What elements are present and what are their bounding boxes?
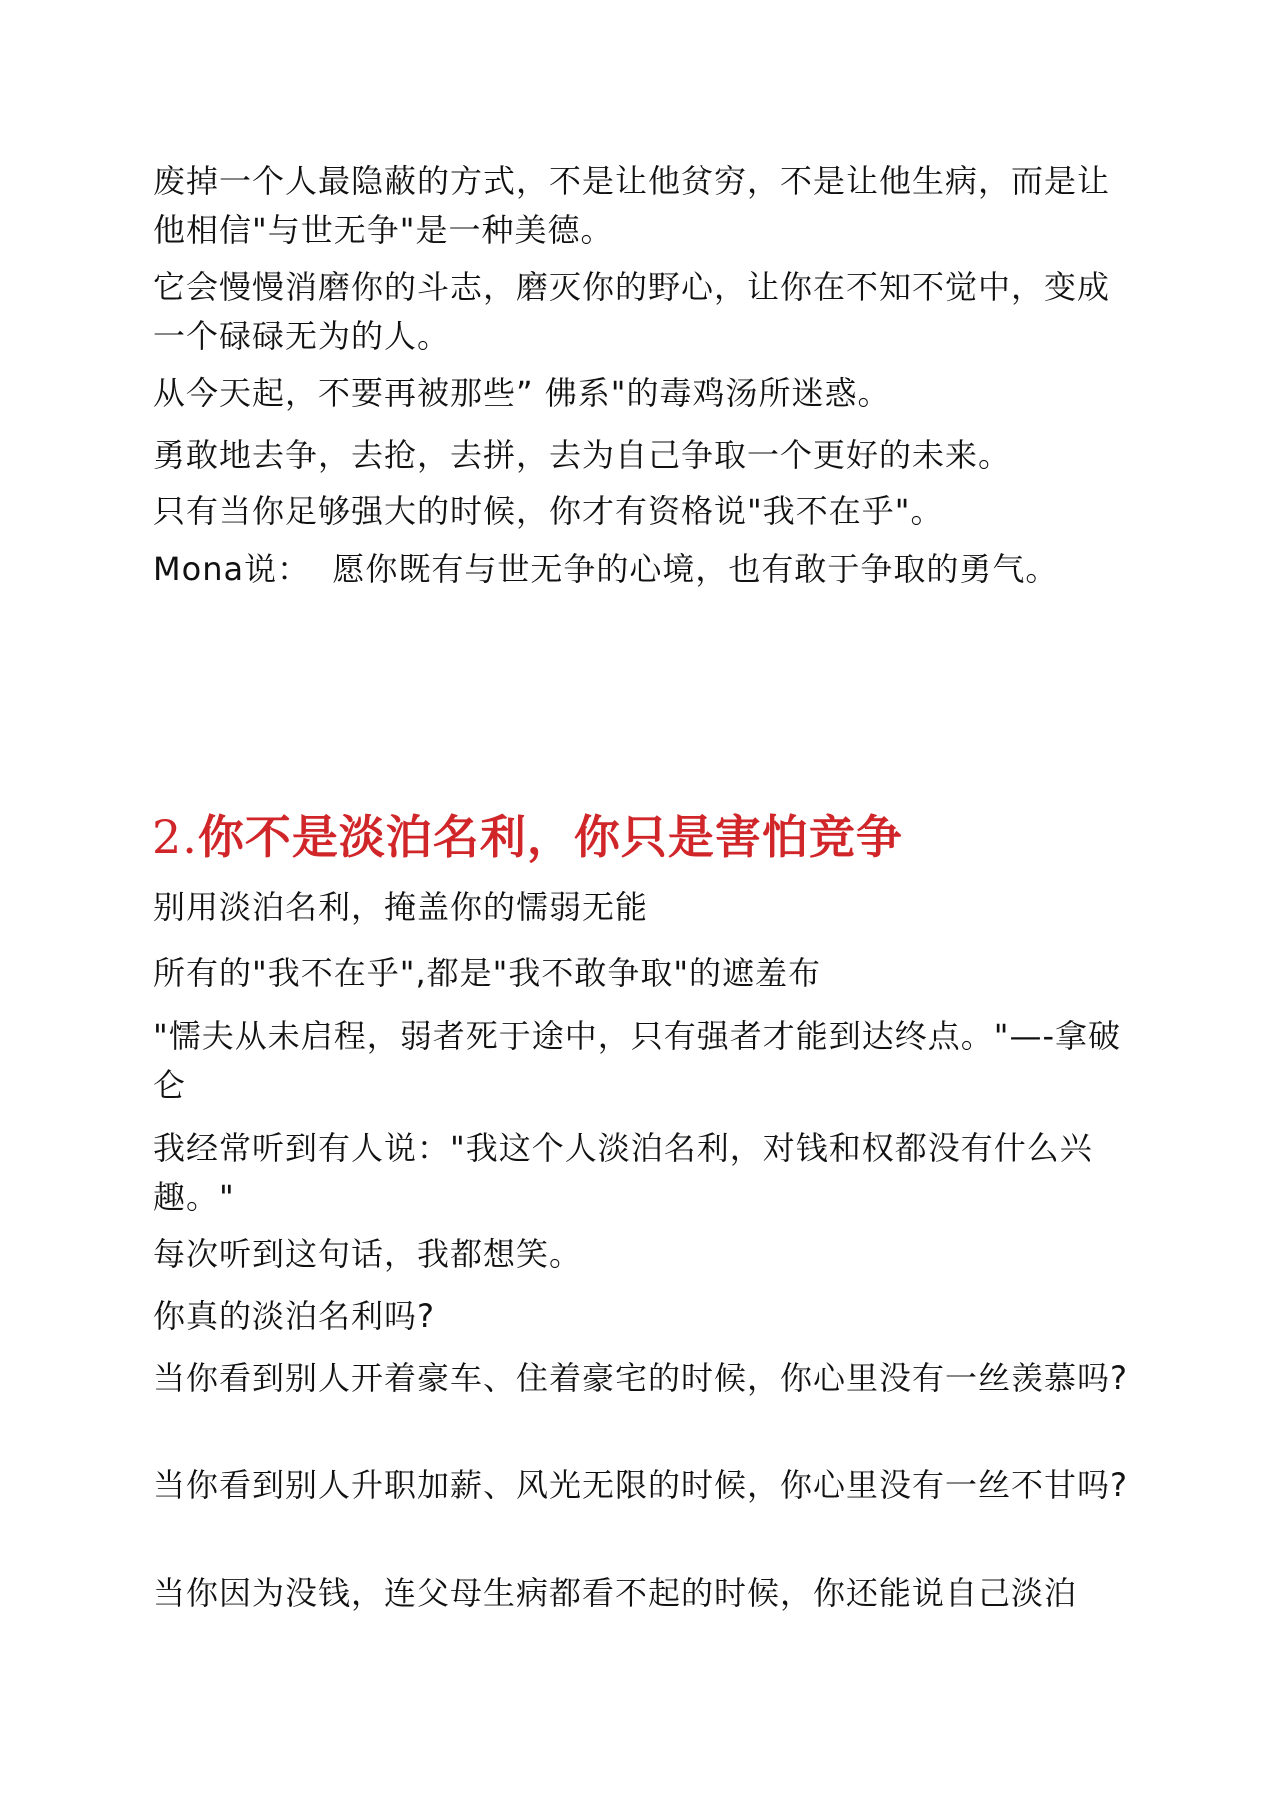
paragraph: 它会慢慢消磨你的斗志，磨灭你的野心，让你在不知不觉中，变成一个碌碌无为的人。 [153, 268, 1111, 355]
paragraph: 所有的"我不在乎",都是"我不敢争取"的遮羞布 [153, 954, 822, 992]
paragraph: 当你看到别人开着豪车、住着豪宅的时候，你心里没有一丝羡慕吗? [153, 1359, 1128, 1397]
paragraph: 我经常听到有人说："我这个人淡泊名利，对钱和权都没有什么兴趣。" [153, 1129, 1093, 1216]
paragraph: Mona说： 愿你既有与世无争的心境，也有敢于争取的勇气。 [153, 550, 1059, 588]
paragraph: 当你因为没钱，连父母生病都看不起的时候，你还能说自己淡泊 [153, 1574, 1078, 1612]
paragraph: 你真的淡泊名利吗? [153, 1297, 435, 1335]
paragraph: 当你看到别人升职加薪、风光无限的时候，你心里没有一丝不甘吗? [153, 1466, 1128, 1504]
paragraph: 只有当你足够强大的时候，你才有资格说"我不在乎"。 [153, 492, 944, 530]
paragraph: 别用淡泊名利，掩盖你的懦弱无能 [153, 888, 649, 926]
paragraph: 从今天起，不要再被那些” 佛系"的毒鸡汤所迷惑。 [153, 374, 891, 412]
paragraph: "懦夫从未启程，弱者死于途中，只有强者才能到达终点。"—-拿破仑 [153, 1017, 1121, 1104]
paragraph: 废掉一个人最隐蔽的方式，不是让他贫穷，不是让他生病，而是让他相信"与世无争"是一种美德。 [153, 162, 1111, 249]
section-title: 你不是淡泊名利，你只是害怕竞争 [197, 810, 903, 864]
section-number: 2. [152, 810, 198, 864]
section-heading [152, 807, 1152, 867]
paragraph: 每次听到这句话，我都想笑。 [153, 1235, 583, 1273]
paragraph: 勇敢地去争，去抢，去拼，去为自己争取一个更好的未来。 [153, 436, 1012, 474]
